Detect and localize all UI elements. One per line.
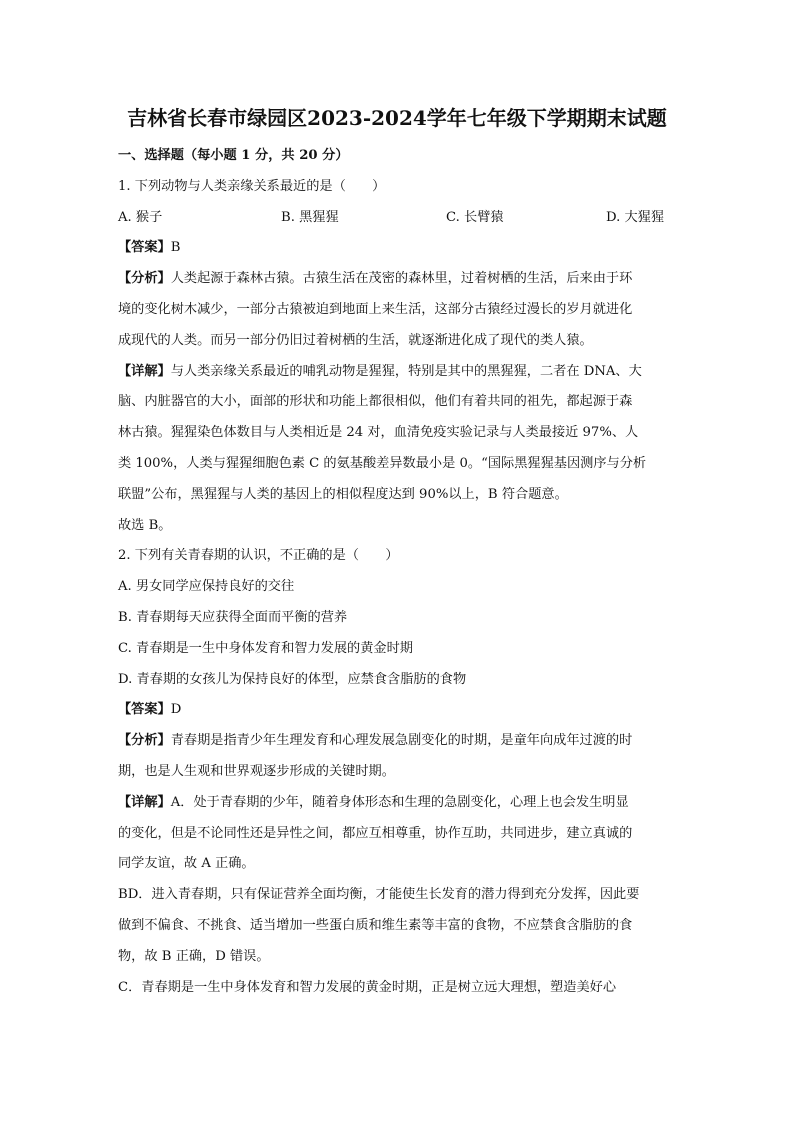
q1-detail-line-1 [118,357,678,388]
q1-option-c: C. 长臂猿 [446,209,504,225]
document-content [118,141,678,1003]
q2-analysis-line-1 [118,726,678,757]
answer-value: B [170,240,181,256]
q2-option-b: B. 青春期每天应获得全面而平衡的营养 [118,609,348,625]
detail-text: 与人类亲缘关系最近的哺乳动物是猩猩，特别是其中的黑猩猩，二者在 DNA、大 [170,363,642,379]
detail-tag: 【详解】 [118,363,171,379]
document-title: 吉林省长春市绿园区2023-2024学年七年级下学期期末试题 [127,106,667,130]
question-1-text: 1. 下列动物与人类亲缘关系最近的是（ ） [118,178,386,194]
q2-detail-line-6: 物，故 B 正确，D 错误。 [118,948,270,964]
q1-detail-line-5: 联盟”公布，黑猩猩与人类的基因上的相似程度达到 90%以上，B 符合题意。 [118,486,568,502]
question-1-options [118,203,678,234]
q2-detail-line-1 [118,788,678,819]
q2-analysis-line-2: 期，也是人生观和世界观逐步形成的关键时期。 [118,763,395,779]
q2-detail-line-2: 的变化，但是不论同性还是异性之间，都应互相尊重，协作互助，共同进步，建立真诚的 [118,825,633,841]
q1-option-a: A. 猴子 [118,209,163,225]
q2-detail-line-5: 做到不偏食、不挑食、适当增加一些蛋白质和维生素等丰富的食物，不应禁食含脂肪的食 [118,917,633,933]
answer-value: D [170,702,182,718]
answer-tag: 【答案】 [118,240,171,256]
q2-detail-line-3: 同学友谊，故 A 正确。 [118,856,255,872]
q1-option-b: B. 黑猩猩 [281,209,339,225]
q2-option-a: A. 男女同学应保持良好的交往 [118,579,295,595]
analysis-text: 人类起源于森林古猿。古猿生活在茂密的森林里，过着树栖的生活，后来由于环 [170,271,633,287]
analysis-tag: 【分析】 [118,271,171,287]
q2-answer [118,695,678,726]
q1-analysis-line-1 [118,264,678,295]
analysis-text: 青春期是指青少年生理发育和心理发展急剧变化的时期，是童年向成年过渡的时 [170,733,633,749]
detail-text: A．处于青春期的少年，随着身体形态和生理的急剧变化，心理上也会发生明显 [170,794,629,810]
q2-option-c: C. 青春期是一生中身体发育和智力发展的黄金时期 [118,640,413,656]
question-2-text: 2. 下列有关青春期的认识，不正确的是（ ） [118,548,399,564]
q1-detail-line-2: 脑、内脏器官的大小，面部的形状和功能上都很相似，他们有着共同的祖先，都起源于森 [118,394,633,410]
q2-option-d: D. 青春期的女孩儿为保持良好的体型，应禁食含脂肪的食物 [118,671,467,687]
q1-analysis-line-3: 成现代的人类。而另一部分仍旧过着树栖的生活，就逐渐进化成了现代的类人猿。 [118,332,593,348]
q1-answer [118,233,678,264]
section-heading: 一、选择题（每小题 1 分，共 20 分） [118,148,349,163]
q1-detail-line-4: 类 100%，人类与猩猩细胞色素 C 的氨基酸差异数最小是 0。“国际黑猩猩基因测序与分析 [118,455,647,471]
q1-detail-line-3: 林古猿。猩猩染色体数目与人类相近是 24 对，血清免疫实验记录与人类最接近 97%、人 [118,425,639,441]
q1-conclusion: 故选 B。 [118,517,172,533]
analysis-tag: 【分析】 [118,733,171,749]
q1-analysis-line-2: 境的变化树木减少，一部分古猿被迫到地面上来生活，这部分古猿经过漫长的岁月就进化 [118,301,633,317]
q2-detail-line-7: C．青春期是一生中身体发育和智力发展的黄金时期，正是树立远大理想，塑造美好心 [118,979,617,995]
detail-tag: 【详解】 [118,794,171,810]
answer-tag: 【答案】 [118,702,171,718]
q1-option-d: D. 大猩猩 [606,209,665,225]
q2-detail-line-4: BD．进入青春期，只有保证营养全面均衡，才能使生长发育的潜力得到充分发挥，因此要 [118,887,640,903]
